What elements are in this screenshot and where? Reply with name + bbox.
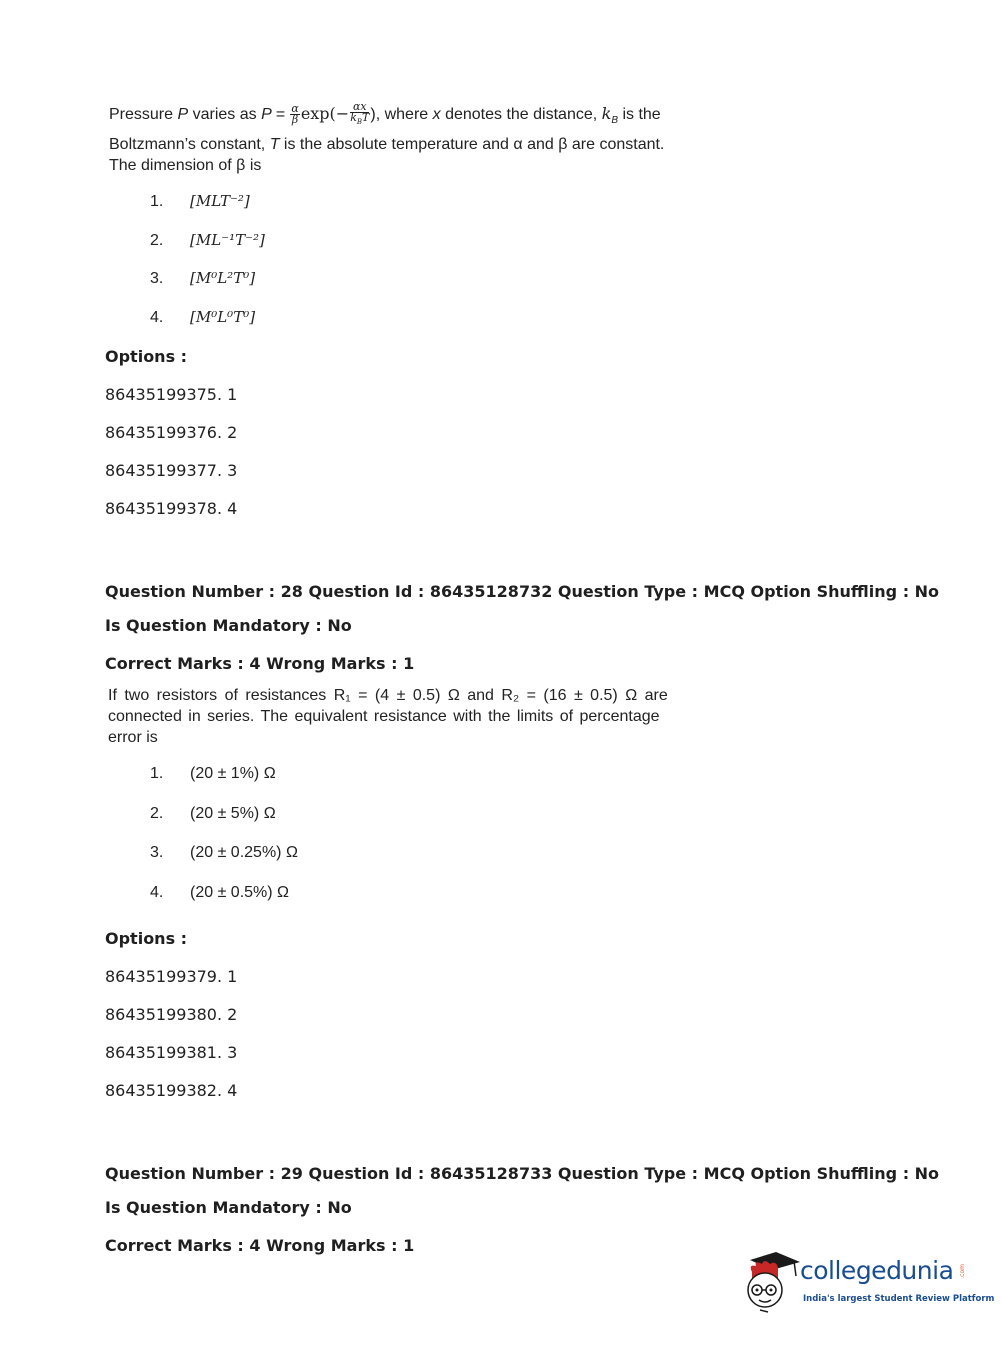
q28-choice-4: 4. (20 ± 0.5%) Ω — [150, 884, 289, 901]
q28-option-3: 86435199381. 3 — [105, 1043, 238, 1062]
q28-option-4: 86435199382. 4 — [105, 1081, 238, 1100]
q27-fraction-alpha-beta: $\frac{\alpha}{\beta}$ — [291, 102, 299, 127]
q27-choice-4: 4. [M⁰L⁰T⁰] — [150, 308, 256, 326]
q27-option-1: 86435199375. 1 — [105, 385, 238, 404]
mascot-icon — [742, 1250, 802, 1316]
q28-mandatory: Is Question Mandatory : No — [105, 616, 352, 635]
q27-line-3: The dimension of β is — [109, 157, 262, 175]
q27-line-2: Boltzmann’s constant, T is the absolute temperature and α and β are constant. — [109, 136, 665, 154]
logo-tagline: India's largest Student Review Platform — [803, 1294, 995, 1304]
q27-option-2: 86435199376. 2 — [105, 423, 238, 442]
q27-choice-2: 2. [ML⁻¹T⁻²] — [150, 231, 265, 249]
q29-mandatory: Is Question Mandatory : No — [105, 1198, 352, 1217]
collegedunia-logo — [742, 1250, 995, 1320]
q28-option-1: 86435199379. 1 — [105, 967, 238, 986]
q28-option-2: 86435199380. 2 — [105, 1005, 238, 1024]
q28-line-3: error is — [108, 729, 158, 746]
q29-marks: Correct Marks : 4 Wrong Marks : 1 — [105, 1236, 415, 1255]
q28-header: Question Number : 28 Question Id : 86435128732 Question Type : MCQ Option Shuffling : No — [105, 582, 940, 601]
q27-choice-3: 3. [M⁰L²T⁰] — [150, 269, 256, 287]
q28-question-text — [108, 685, 718, 748]
q27-options-label: Options : — [105, 347, 188, 366]
q27-line-1: Pressure P varies as P = $\frac{\alpha}{\beta}$ exp(− $\frac{\alpha x}{k_BT}$ ), where x denotes the distance, $k_B$ is the — [109, 100, 661, 127]
q29-header: Question Number : 29 Question Id : 86435128733 Question Type : MCQ Option Shuffling : No — [105, 1164, 940, 1183]
q27-choice-1: 1. [MLT⁻²] — [150, 192, 250, 210]
logo-wordmark: collegedunia — [800, 1256, 954, 1285]
q28-line-2: connected in series. The equivalent resistance with the limits of percentage — [108, 708, 660, 725]
q28-choice-3: 3. (20 ± 0.25%) Ω — [150, 844, 298, 861]
q28-options-label: Options : — [105, 929, 188, 948]
q27-option-4: 86435199378. 4 — [105, 499, 238, 518]
q28-marks: Correct Marks : 4 Wrong Marks : 1 — [105, 654, 415, 673]
q28-choice-1: 1. (20 ± 1%) Ω — [150, 765, 276, 782]
q27-fraction-exponent: $\frac{\alpha x}{k_BT}$ — [350, 100, 370, 127]
q27-question-text — [109, 102, 719, 176]
q27-option-3: 86435199377. 3 — [105, 461, 238, 480]
q28-choice-2: 2. (20 ± 5%) Ω — [150, 805, 276, 822]
logo-com: .com — [959, 1264, 966, 1279]
q28-line-1: If two resistors of resistances R₁ = (4 ± 0.5) Ω and R₂ = (16 ± 0.5) Ω are — [108, 687, 668, 704]
